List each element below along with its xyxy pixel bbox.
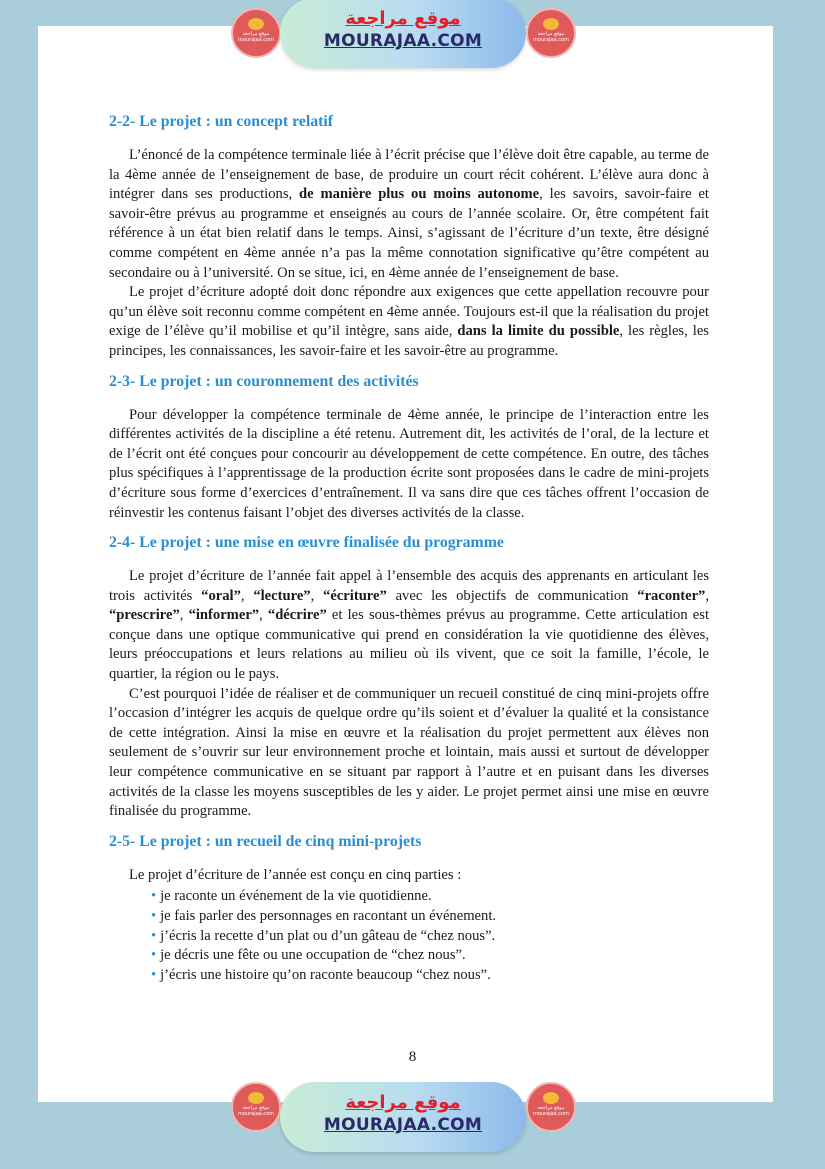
- paragraph: Le projet d’écriture de l’année fait appel à l’ensemble des acquis des apprenants en articulant les trois activités “oral”, “lecture”, “écriture” avec les objectifs de communication “raconter”, “prescrire”, “informer”, “décrire” et les sous-thèmes prévus au programme. Cette articulation est conçue dans une optique communicative qui prend en considération la vie quotidienne des élèves, leurs préoccupations et leurs relations au milieu où ils vivent, que ce soit la famille, l’école, le quartier, la région ou le pays.: [109, 568, 710, 683]
- list-item: • j’écris la recette d’un plat ou d’un gâteau de “chez nous”.: [151, 927, 496, 944]
- list-item: • j’écris une histoire qu’on raconte beaucoup “chez nous”.: [151, 966, 491, 983]
- section-heading: 2-4- Le projet : une mise en œuvre finalisée du programme: [109, 534, 504, 552]
- paragraph: L’énoncé de la compétence terminale liée à l’écrit précise que l’élève doit être capable, au terme de la 4ème année de l’enseignement de base, de produire un court récit cohérent. L’élève aura donc à intégrer dans ses productions, de manière plus ou moins autonome, les savoirs, savoir-faire et savoir-être prévus au programme et enseignés au cours de l’année scolaire. Or, être compétent fait référence à un état bien relatif dans le temps. Ainsi, s’agissant de l’écriture d’un texte, être désigné comme compétent en 4ème année n’a pas la même connotation significative qu’être compétent au secondaire ou à l’université. On se situe, ici, en 4ème année de l’enseignement de base.: [109, 147, 709, 281]
- list-item: • je fais parler des personnages en racontant un événement.: [151, 908, 497, 924]
- section-heading: 2-2- Le projet : un concept relatif: [109, 113, 334, 130]
- list-item: • je raconte un événement de la vie quotidienne.: [151, 888, 432, 905]
- section-heading: 2-3- Le projet : un couronnement des activités: [109, 372, 419, 390]
- section-heading: 2-5- Le projet : un recueil de cinq mini-projets: [109, 832, 422, 850]
- banner-arabic-title: موقع مراجعة: [345, 1092, 461, 1113]
- list-item: • je décris une fête ou une occupation de “chez nous”.: [151, 947, 466, 964]
- site-banner-top[interactable]: [280, 0, 526, 68]
- document-body: [109, 112, 709, 985]
- site-seal-logo: موقع مراجعة mourajaa.com: [231, 1082, 281, 1132]
- page-number: 8: [408, 1049, 417, 1065]
- paragraph: Le projet d’écriture adopté doit donc répondre aux exigences que cette appellation recouvre pour qu’un élève soit reconnu comme compétent en 4ème année. Toujours est-il que la réalisation du projet exige de l’élève qu’il mobilise et qu’il intègre, sans aide, dans la limite du possible, les règles, les principes, les connaissances, les savoir-faire et les savoir-être au programme.: [109, 284, 709, 359]
- paragraph: C’est pourquoi l’idée de réaliser et de communiquer un recueil constitué de cinq mini-projets offre l’occasion d’intégrer les acquis de quelque ordre qu’ils soient et d’évaluer la qualité et la consistance de cette intégration. Ainsi la mise en œuvre et la réalisation du projet permettent aux élèves non seulement de s’ouvrir sur leur environnement proche et lointain, mais aussi et surtout de développer leur compétence communicative en se situant par rapport à l’autre et en puisant dans les diverses activités de la classe les moyens susceptibles de les y aider. Le projet permet ainsi une mise en œuvre finalisée du programme.: [109, 685, 709, 820]
- site-seal-logo: موقع مراجعة mourajaa.com: [231, 8, 281, 58]
- banner-site-link[interactable]: MOURAJAA.COM: [323, 1115, 483, 1135]
- site-seal-logo: موقع مراجعة mourajaa.com: [526, 1082, 576, 1132]
- banner-arabic-title: موقع مراجعة: [345, 8, 461, 29]
- paragraph: Le projet d’écriture de l’année est conçu en cinq parties :: [129, 866, 462, 883]
- site-seal-logo: موقع مراجعة mourajaa.com: [526, 8, 576, 58]
- banner-site-link[interactable]: MOURAJAA.COM: [323, 31, 483, 51]
- bullet-list: [109, 887, 709, 985]
- site-banner-bottom[interactable]: [280, 1082, 526, 1152]
- paragraph: Pour développer la compétence terminale de 4ème année, le principe de l’interaction entre les différentes activités de la discipline a été retenu. Autrement dit, les activités de l’oral, de la lecture et de l’écrit ont été conçues pour concourir au développement de cette compétence. En outre, des tâches plus spécifiques à l’apprentissage de la production écrite sont proposées dans le cadre de mini-projets d’écriture sous forme d’exercices d’entraînement. Il va sans dire que ces tâches offrent l’occasion de réinvestir les contenus faisant l’objet des diverses activités de la classe.: [109, 406, 709, 521]
